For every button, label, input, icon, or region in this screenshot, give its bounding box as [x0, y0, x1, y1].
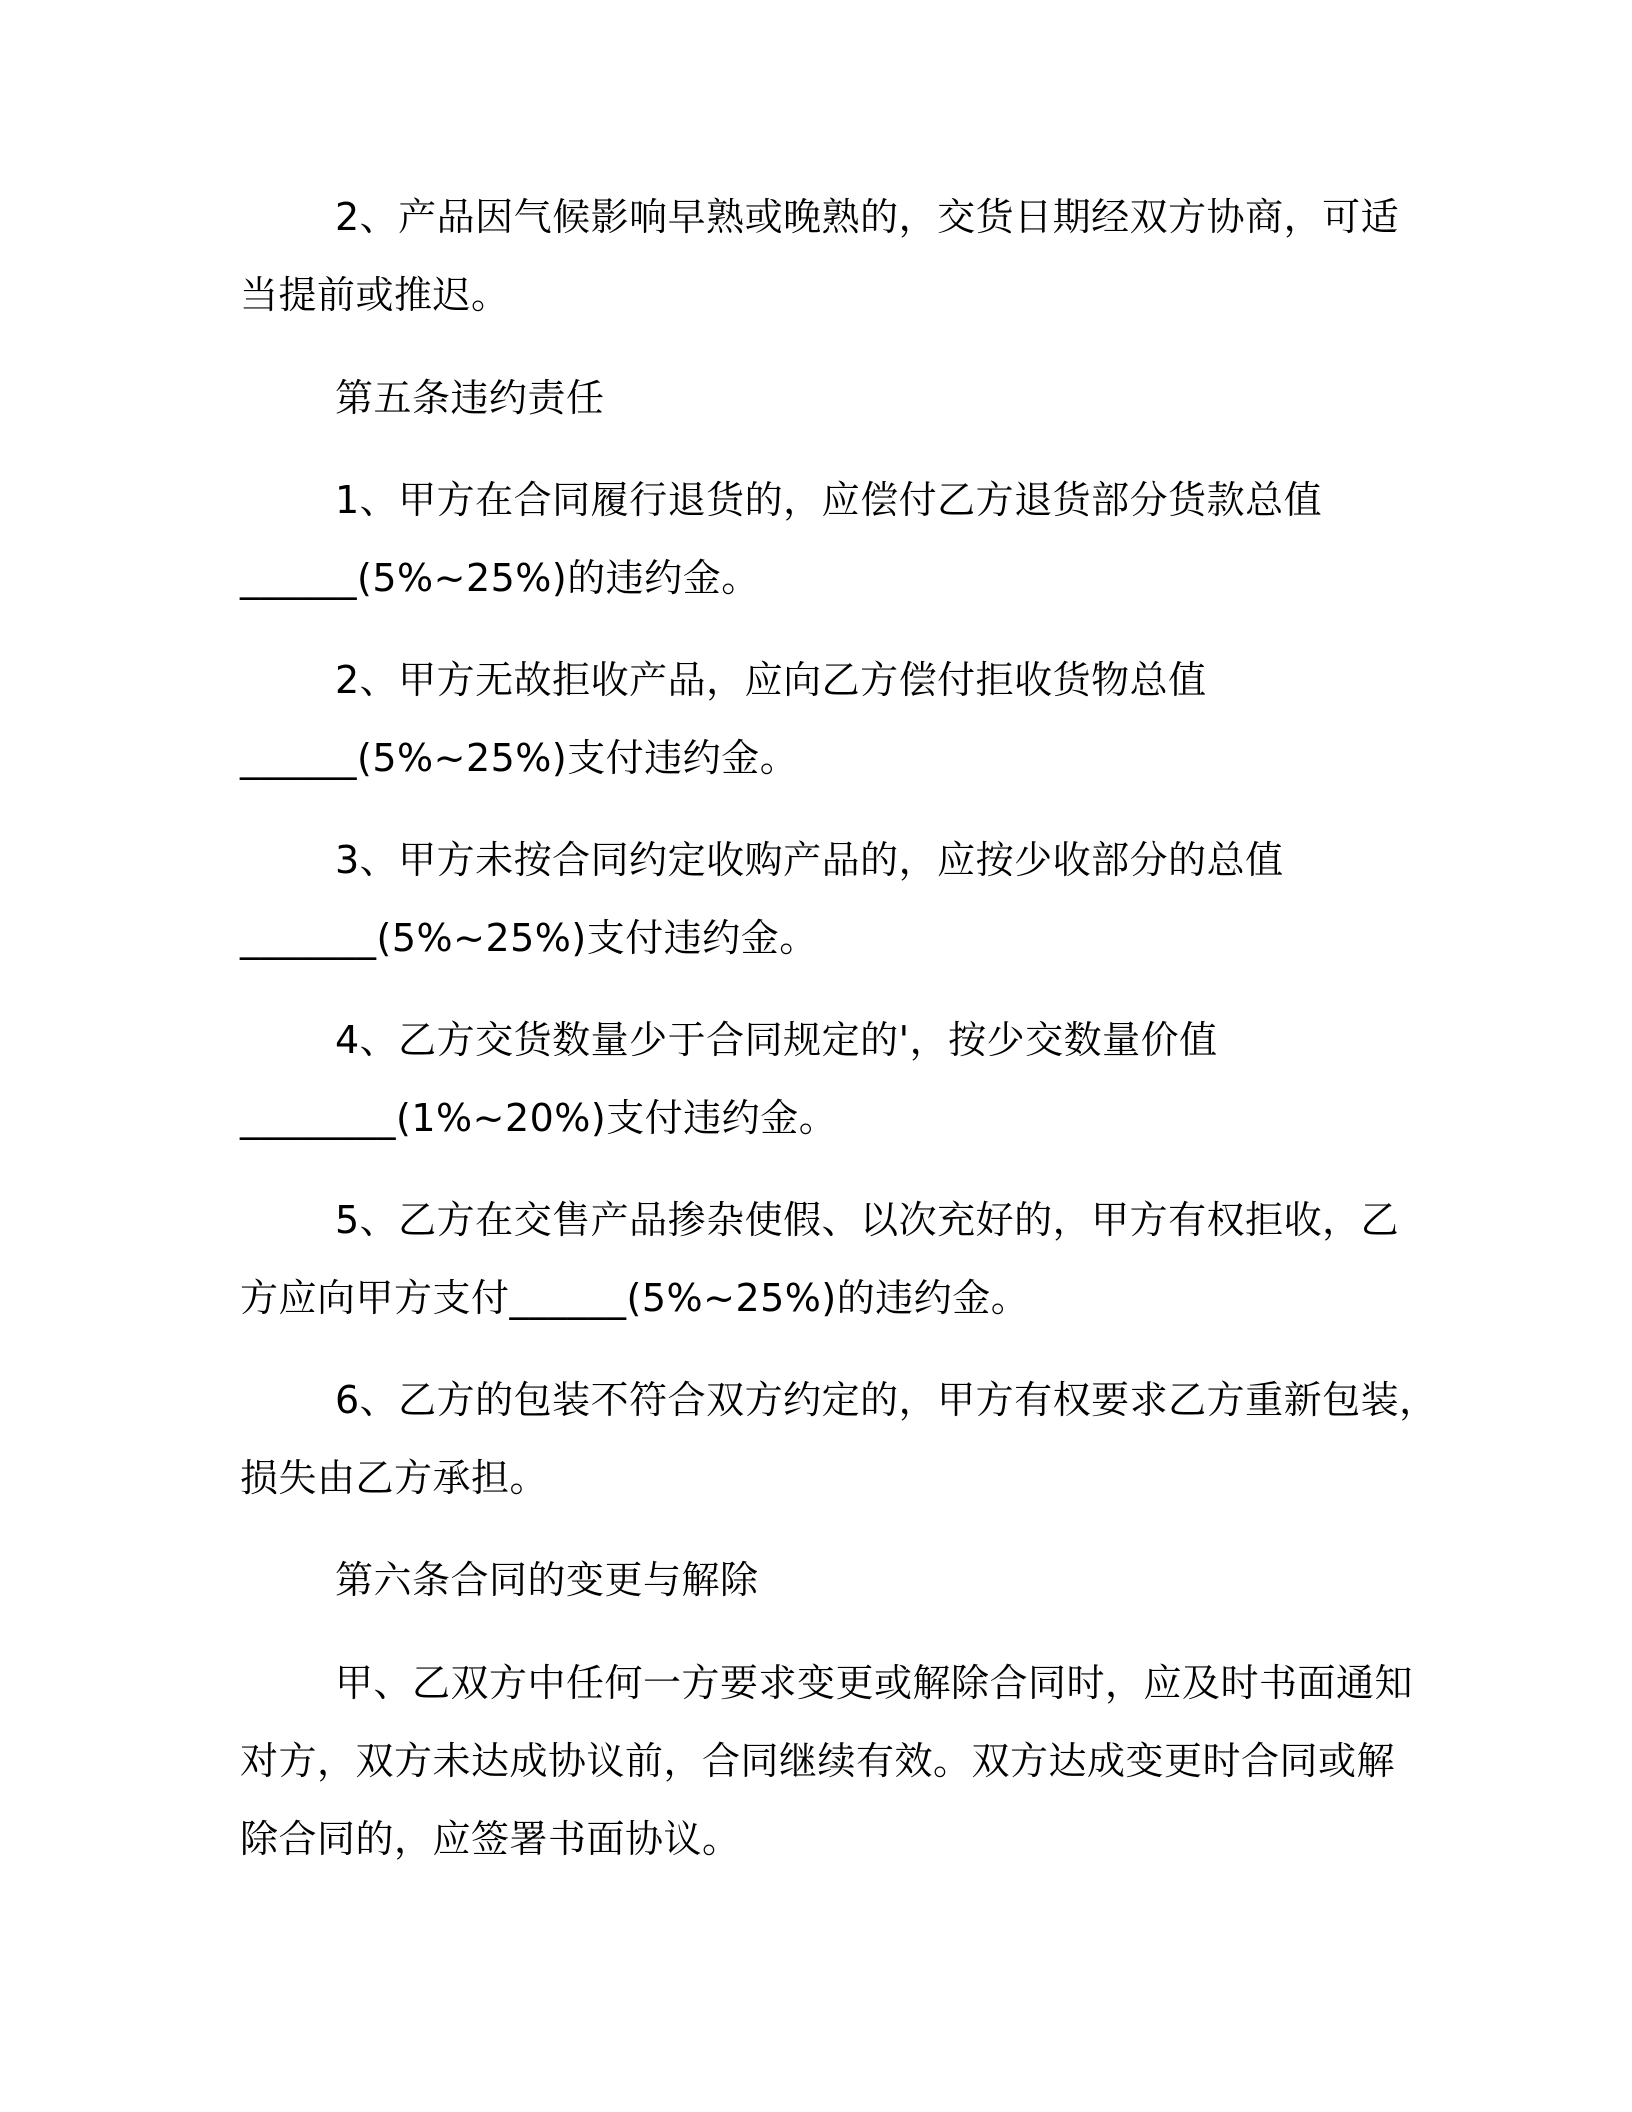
article-5-item-3-line-1: 3、甲方未按合同约定收购产品的，应按少收部分的总值 — [335, 838, 1284, 882]
article-5-item-2-line-1: 2、甲方无故拒收产品，应向乙方偿付拒收货物总值 — [335, 658, 1207, 702]
clause-4-item-2-line-1: 2、产品因气候影响早熟或晚熟的，交货日期经双方协商，可适 — [335, 195, 1400, 239]
article-5-item-1-line-1: 1、甲方在合同履行退货的，应偿付乙方退货部分货款总值 — [335, 478, 1323, 522]
article-5-item-4-line-2: ________(1%~20%)支付违约金。 — [240, 1096, 838, 1140]
article-5-item-5-line-1: 5、乙方在交售产品掺杂使假、以次充好的，甲方有权拒收，乙 — [335, 1198, 1400, 1242]
article-5-item-3-line-2: _______(5%~25%)支付违约金。 — [240, 916, 818, 960]
article-6-paragraph-line-1: 甲、乙双方中任何一方要求变更或解除合同时，应及时书面通知 — [335, 1661, 1414, 1705]
article-6-paragraph-line-3: 除合同的，应签署书面协议。 — [240, 1817, 741, 1861]
article-5-heading: 第五条违约责任 — [335, 376, 605, 420]
article-5-item-6-line-1: 6、乙方的包装不符合双方约定的，甲方有权要求乙方重新包装， — [335, 1378, 1438, 1422]
article-5-item-2-line-2: ______(5%~25%)支付违约金。 — [240, 736, 799, 780]
article-5-item-6-line-2: 损失由乙方承担。 — [240, 1456, 549, 1500]
article-5-item-1-line-2: ______(5%~25%)的违约金。 — [240, 556, 760, 600]
article-5-item-4-line-1: 4、乙方交货数量少于合同规定的'，按少交数量价值 — [335, 1018, 1218, 1062]
article-6-heading: 第六条合同的变更与解除 — [335, 1558, 759, 1602]
clause-4-item-2-line-2: 当提前或推迟。 — [240, 273, 510, 317]
article-5-item-5-line-2: 方应向甲方支付______(5%~25%)的违约金。 — [240, 1276, 1030, 1320]
article-6-paragraph-line-2: 对方，双方未达成协议前，合同继续有效。双方达成变更时合同或解 — [240, 1739, 1396, 1783]
